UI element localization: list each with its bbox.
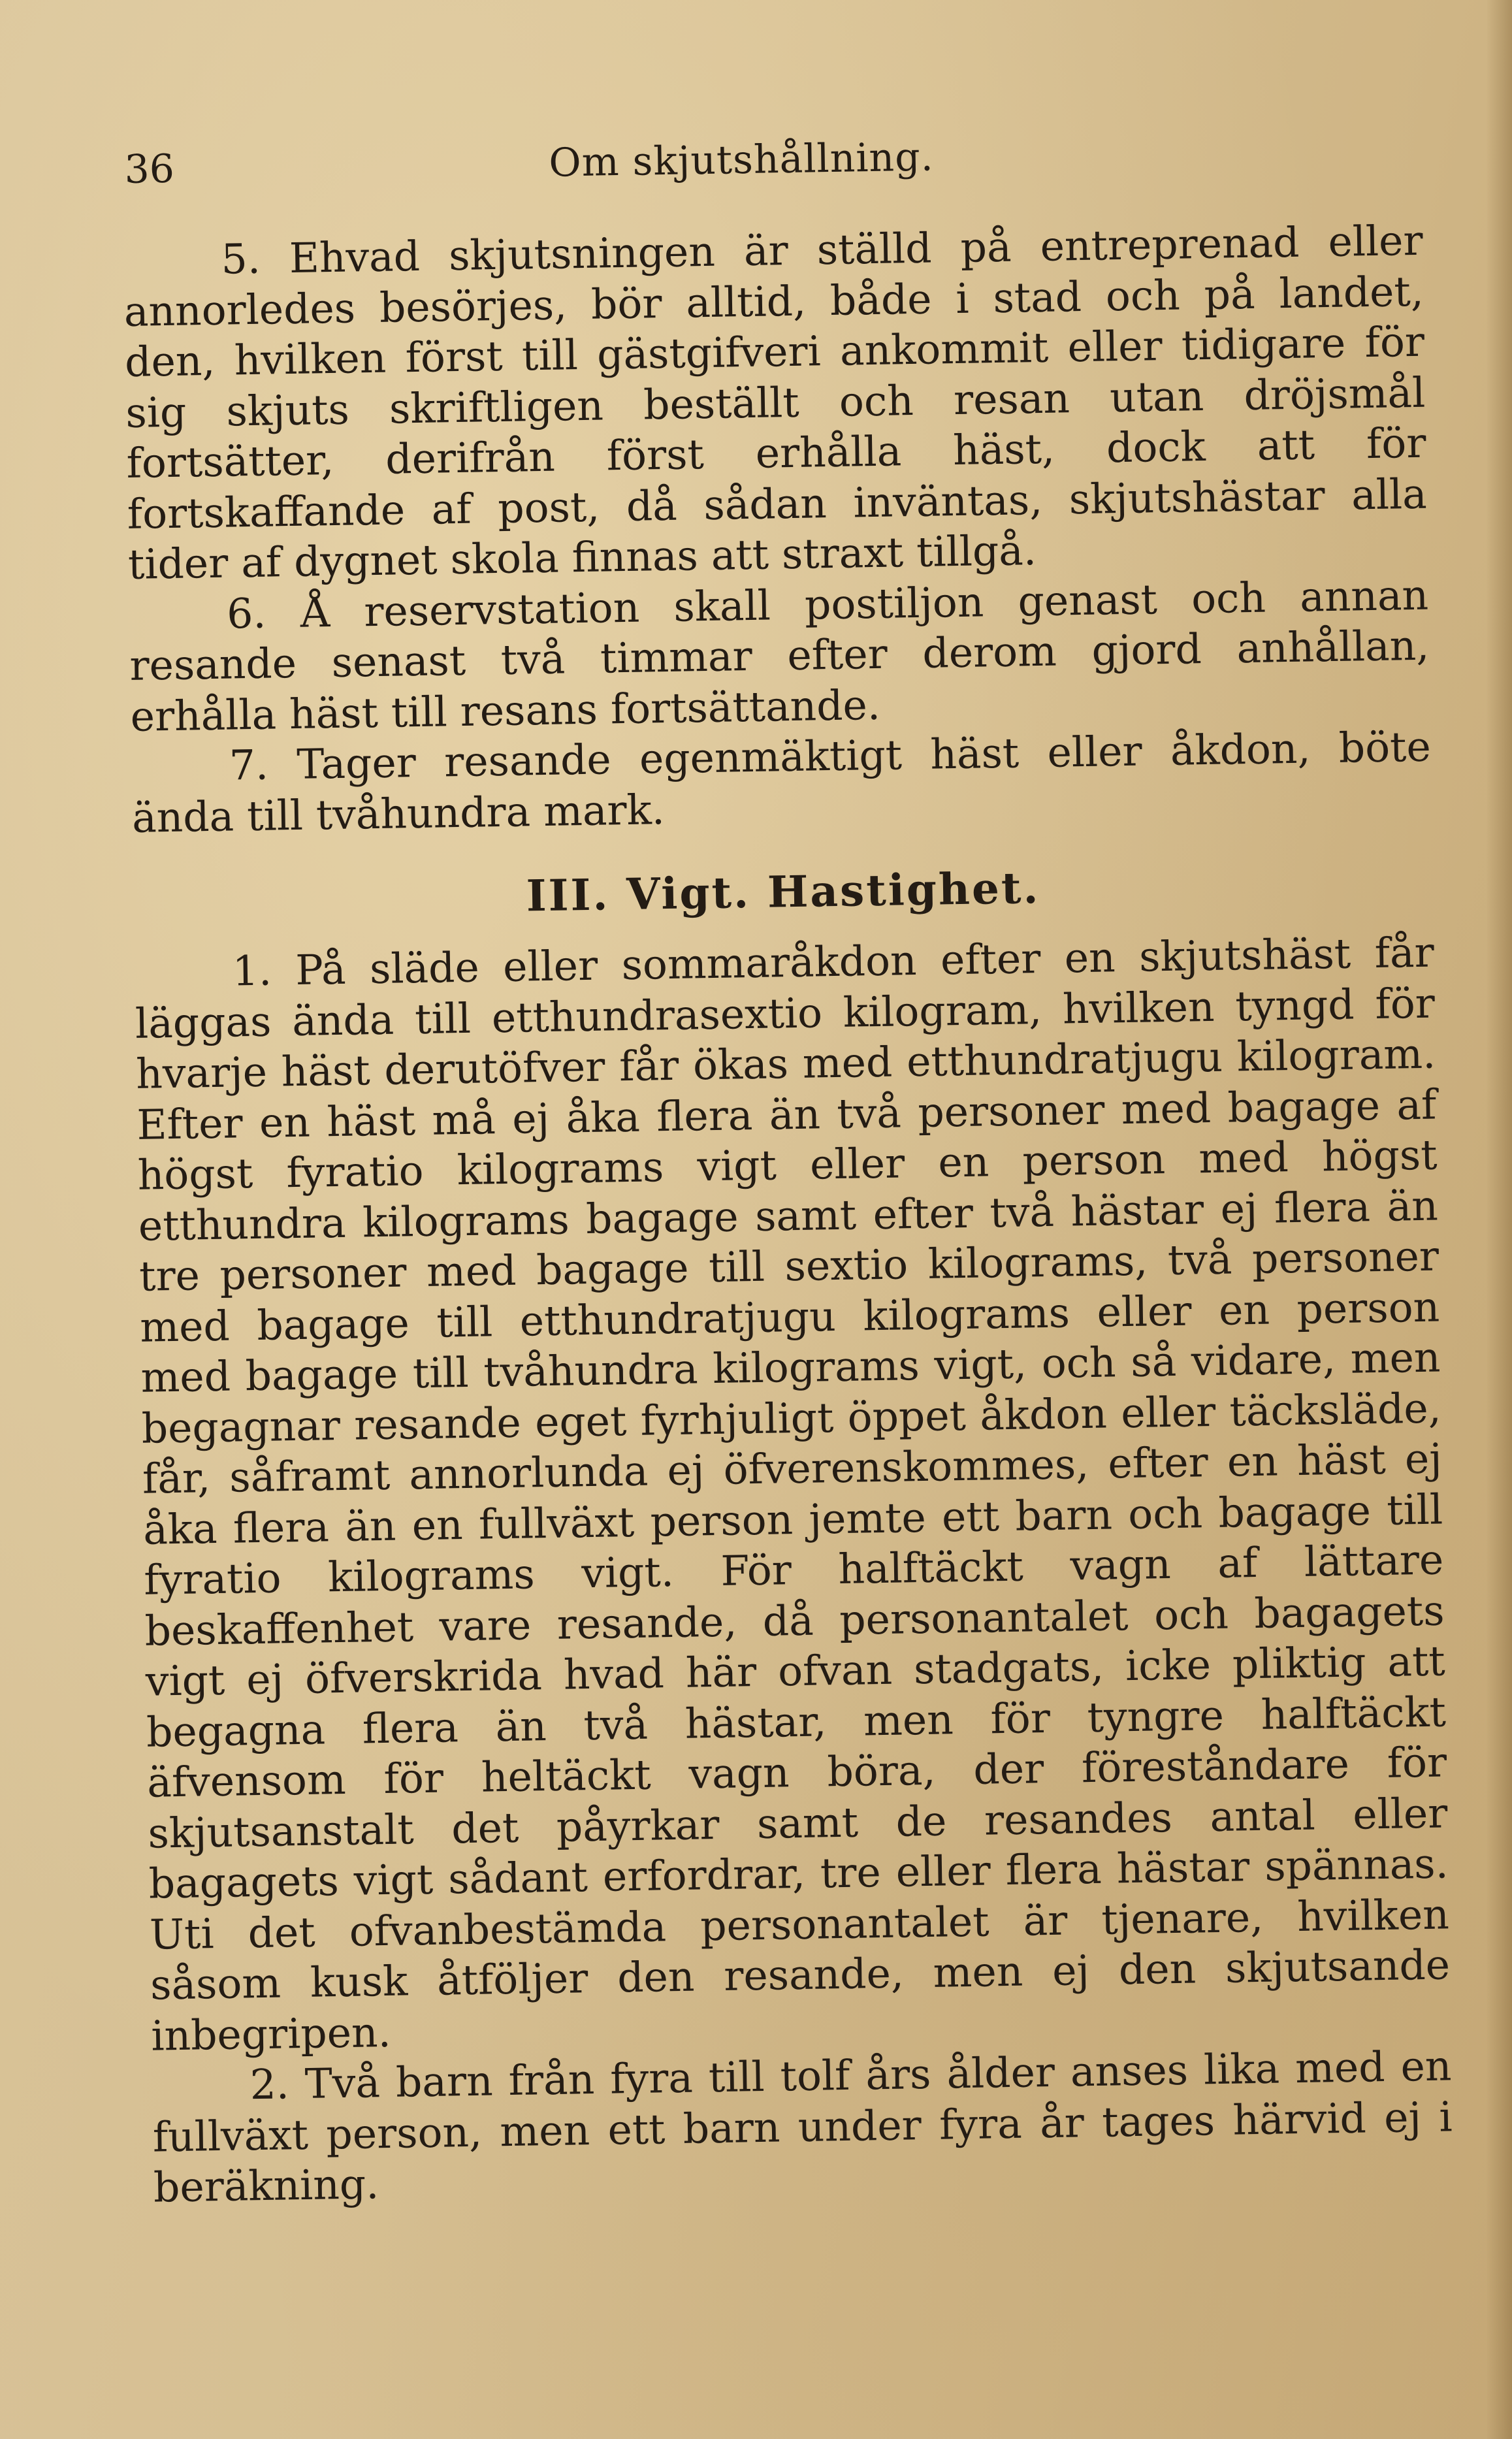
section-heading: III. Vigt. Hastighet. [526,862,1040,922]
page-edge-shadow [1486,0,1512,2439]
page-number: 36 [123,146,175,193]
section-paragraph-1: 1. På släde eller sommaråkdon efter en skjutshäst får läggas ända till etthundrasextio kilogram, hvilken tyngd för hvarje häst derutöfver får ökas med etthundratjugu kilogram. Efter en häst må ej åka flera än två personer med bagage af högst fyratio kilograms vigt eller en person med högst etthundra kilograms bagage samt efter två hästar ej flera än tre personer med bagage till sextio kilograms, två personer med bagage till etthundratjugu kilograms eller en person med bagage till tvåhundra kilograms vigt, och så vidare, men begagnar resande eget fyrhjuligt öppet åkdon eller täcksläde, får, såframt annorlunda ej öfverenskommes, efter en häst ej åka flera än en fullväxt person jemte ett barn och bagage till fyratio kilograms vigt. För halftäckt vagn af lättare beskaffenhet vare resande, då personantalet och bagagets vigt ej öfverskrida hvad här ofvan stadgats, icke pliktig att begagna flera än två hästar, men för tyngre halftäckt äfvensom för heltäckt vagn böra, der föreståndare för skjutsanstalt det påyrkar samt de resandes antal eller bagagets vigt sådant erfordrar, tre eller flera hästar spännas. Uti det ofvanbestämda personantalet är tjenare, hvilken såsom kusk åtföljer den resande, men ej den skjutsande inbegripen. [135,928,1451,2060]
paragraph-7: 7. Tager resande egenmäktigt häst eller åkdon, böte ända till tvåhundra mark. [131,722,1432,842]
paragraph-5: 5. Ehvad skjutsningen är ställd på entreprenad eller annorledes besörjes, bör alltid, både i stad och på landet, den, hvilken först till gästgifveri ankommit eller tidigare för sig skjuts skriftligen beställt och resan utan dröjsmål fortsätter, derifrån först erhålla häst, dock att för fortskaffande af post, då sådan inväntas, skjutshästar alla tider af dygnet skola finnas att straxt tillgå. [123,216,1428,589]
page-header [121,127,1422,219]
section-paragraph-2: 2. Två barn från fyra till tolf års ålder anses lika med en fullväxt person, men ett barn under fyra år tages härvid ej i beräkning. [152,2042,1453,2212]
running-title: Om skjutshållning. [548,134,935,186]
paragraph-6: 6. Å reservstation skall postiljon genast och annan resande senast två timmar efter derom gjord anhållan, erhålla häst till resans fortsättande. [129,571,1430,741]
page-text-block [121,127,1453,2213]
